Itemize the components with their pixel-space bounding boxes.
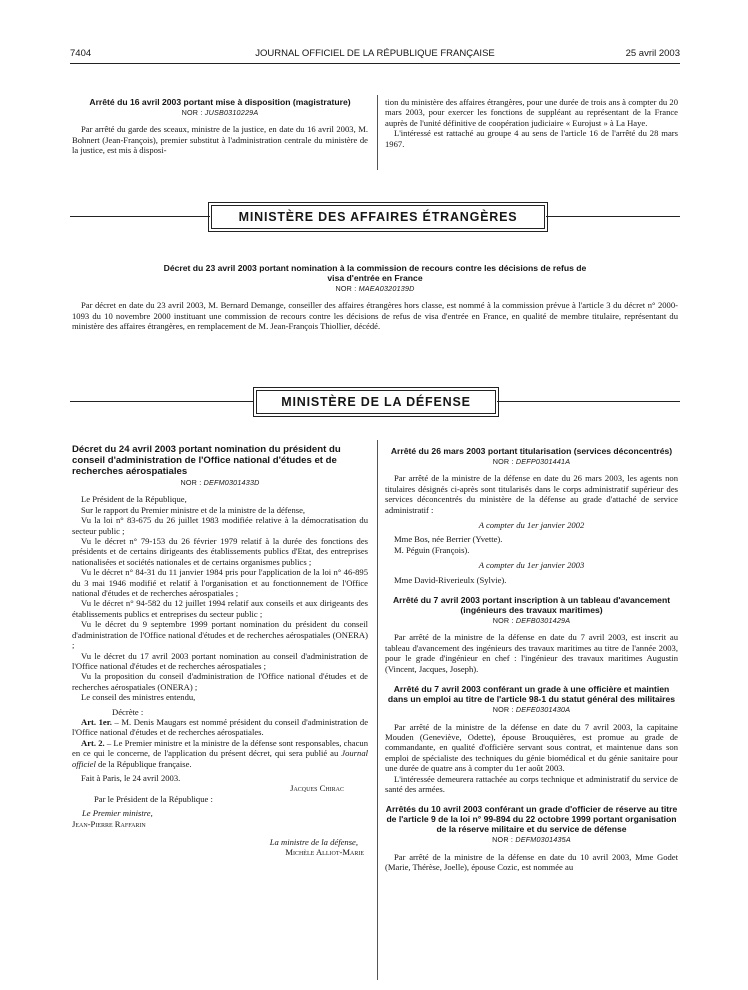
right-a2-title: Arrêté du 7 avril 2003 portant inscription à un tableau d'avancement (ingénieurs des travaux maritimes) xyxy=(392,595,671,616)
top-article-nor: NOR : JUSB0310229A xyxy=(181,108,259,117)
right-a3-nor: NOR : DEFE0301430A xyxy=(492,705,571,715)
fait-a-paris: Fait à Paris, le 24 avril 2003. xyxy=(81,772,181,783)
signature-president: Jacques Chirac xyxy=(290,783,344,794)
top-article-body-left: Par arrêté du garde des sceaux, ministre de la justice, en date du 16 avril 2003, M. Bohnert (Jean-François), premier substitut à l'administration centrale du ministère de la justice, est mis à disposi- xyxy=(72,124,368,156)
right-a3-title: Arrêté du 7 avril 2003 conférant un grade à une officière et maintien dans un emploi au titre de l'article 98-1 du statut général des militaires xyxy=(387,684,676,705)
decree-para-6: Vu le décret du 9 septembre 1999 portant nomination du président du conseil d'administration de l'Office national d'études et de recherches aérospatiales (ONERA) ; xyxy=(72,619,368,651)
ae-article-title: Décret du 23 avril 2003 portant nomination à la commission de recours contre les décisions de refus de visa d'entrée en France xyxy=(163,263,587,283)
top-article-title: Arrêté du 16 avril 2003 portant mise à disposition (magistrature) xyxy=(89,97,351,107)
left-decree-title: Décret du 24 avril 2003 portant nomination du président du conseil d'administration de l'Office national d'études et de recherches aérospatiales xyxy=(72,444,341,477)
decree-para-1: Sur le rapport du Premier ministre et de la ministre de la défense, xyxy=(81,504,306,515)
ministry-rule-left xyxy=(70,216,210,217)
article-1: Art. 1er. – M. Denis Maugars est nommé président du conseil d'administration de l'Office national d'études et de recherches aérospatiales. xyxy=(72,716,369,738)
top-article-body-right-2: L'intéressé est rattaché au groupe 4 au sens de l'article 16 de l'arrêté du 28 mars 1967. xyxy=(385,128,678,149)
left-decree xyxy=(72,444,368,858)
issue-date: 25 avril 2003 xyxy=(625,48,680,59)
article-2: Art. 2. – Le Premier ministre et la ministre de la défense sont responsables, chacun en ce qui le concerne, de l'application du présent décret, qui sera publié au Journal officiel de la République française. xyxy=(72,737,368,769)
top-article-body-right-1: tion du ministère des affaires étrangères, pour une durée de trois ans à compter du 20 mars 2003, pour exercer les fonctions de suppléant au représentant de la France auprès de l'unité définitive de coopération judiciaire « Eurojust » à La Haye. xyxy=(385,97,678,128)
right-a3-body: Par arrêté de la ministre de la défense en date du 7 avril 2003, la capitaine Mouden (Geneviève, Odette), épouse Brouquières, est promue au grade de commandante, en qualité d'officière servant sous contrat, et maintenue dans son emploi de spécialiste des techniques du génie biomédical et du génie sanitaire pour une durée de quatre ans à compter du 1er août 2003. xyxy=(385,721,678,774)
ministry-ae-label: MINISTÈRE DES AFFAIRES ÉTRANGÈRES xyxy=(211,205,545,229)
decree-para-0: Le Président de la République, xyxy=(81,494,187,505)
ministry-defense xyxy=(253,387,499,417)
ministry-def-label: MINISTÈRE DE LA DÉFENSE xyxy=(256,390,496,414)
right-a4-body: Par arrêté de la ministre de la défense en date du 10 avril 2003, Mme Godet (Marie, Thérèse, Joelle), épouse Cozic, est nommée au xyxy=(385,851,678,873)
column-divider-main xyxy=(377,440,378,980)
ministry-def-rule-right xyxy=(497,401,680,402)
decree-para-5: Vu le décret n° 94-582 du 12 juillet 1994 relatif aux conseils et aux dirigeants des établissements publics et entreprises du secteur public ; xyxy=(72,598,368,619)
decree-para-3: Vu le décret n° 79-153 du 26 février 1979 relatif à la durée des fonctions des présidents et de certains dirigeants des établissements publics d'Etat, des entreprises nationalisées et sociétés nationales et de certains organismes publics ; xyxy=(72,536,368,567)
top-article-left xyxy=(72,97,368,156)
decree-para-7: Vu le décret du 17 avril 2003 portant nomination au conseil d'administration de l'Office national d'études et de recherches aérospatiales ; xyxy=(72,650,368,671)
right-a1-sub1: A compter du 1er janvier 2002 xyxy=(478,520,585,531)
ministry-def-rule-left xyxy=(70,401,254,402)
left-decree-nor: NOR : DEFM0301433D xyxy=(180,478,260,487)
right-a1-name-2: Mme David-Riverieulx (Sylvie). xyxy=(394,574,507,585)
header-rule xyxy=(70,63,680,64)
ministry-rule-right xyxy=(546,216,680,217)
pm-name: Jean-Pierre Raffarin xyxy=(72,818,146,829)
right-column xyxy=(385,446,678,873)
right-a2-nor: NOR : DEFB0301429A xyxy=(492,616,571,626)
right-a1-nor: NOR : DEFP0301441A xyxy=(492,457,571,466)
running-header xyxy=(70,48,680,62)
top-article-right xyxy=(385,97,678,149)
page-number: 7404 xyxy=(70,48,92,59)
right-a4-title: Arrêtés du 10 avril 2003 conférant un grade d'officier de réserve au titre de l'article 9 de la loi n° 99-894 du 22 octobre 1999 portant organisation de la réserve militaire et du service de défense xyxy=(385,804,678,835)
minister-title: La ministre de la défense, xyxy=(269,837,358,847)
right-a1-body: Par arrêté de la ministre de la défense en date du 26 mars 2003, les agents non titulaires désignés ci-après sont titularisés dans le corps administratif supérieur des services déconcentrés du ministère de la défense au grade d'attaché de service administratif : xyxy=(385,473,678,515)
decree-para-9: Le conseil des ministres entendu, xyxy=(81,692,196,703)
pm-title: Le Premier ministre, xyxy=(82,808,153,819)
ae-article-nor: NOR : MAEA0320139D xyxy=(335,284,415,293)
right-a1-name-1: M. Péguin (François). xyxy=(394,544,470,555)
right-a4-nor: NOR : DEFM0301435A xyxy=(492,835,571,845)
ae-article-body: Par décret en date du 23 avril 2003, M. Bernard Demange, conseiller des affaires étrangères hors classe, est nommé à la commission prévue à l'article 3 du décret n° 2000-1093 du 10 novembre 2000 instituant une commission de recours contre les décisions de refus de visa d'entrée en France, en qualité de membre titulaire, représentant du ministère des affaires étrangères, en remplacement de M. Jean-François Thiollier, décédé. xyxy=(72,300,678,332)
par-le-president: Par le Président de la République : xyxy=(94,793,213,804)
decree-para-8: Vu la proposition du conseil d'administration de l'Office national d'études et de recherches aérospatiales (ONERA) ; xyxy=(72,671,368,692)
column-divider-top xyxy=(377,95,378,170)
ae-article xyxy=(72,263,678,332)
right-a1-name-0: Mme Bos, née Berrier (Yvette). xyxy=(394,534,503,545)
journal-title: JOURNAL OFFICIEL DE LA RÉPUBLIQUE FRANÇAISE xyxy=(255,48,495,59)
ministry-affaires-etrangeres xyxy=(208,202,548,232)
right-a3-body2: L'intéressée demeurera rattachée au corps technique et administratif du service de santé des armées. xyxy=(385,773,678,794)
decree-para-4: Vu le décret n° 84-31 du 11 janvier 1984 pris pour l'application de la loi n° 46-895 du 3 mai 1946 modifié et relatif à l'organisation et au fonctionnement de l'Office national d'études et de recherches aérospatiales ; xyxy=(72,567,368,599)
right-a1-sub2: A compter du 1er janvier 2003 xyxy=(478,560,585,571)
decrete: Décrète : xyxy=(112,706,144,717)
right-a2-body: Par arrêté de la ministre de la défense en date du 7 avril 2003, est inscrit au tableau d'avancement des ingénieurs des travaux maritimes au titre de l'année 2003, pour le grade d'ingénieur en chef : l'ingénieur des travaux maritimes Augustin (Vincent, Jacques, Joseph). xyxy=(385,632,678,674)
decree-para-2: Vu la loi n° 83-675 du 26 juillet 1983 modifiée relative à la démocratisation du secteur public ; xyxy=(72,515,368,536)
minister-name: Michèle Alliot-Marie xyxy=(285,847,364,858)
right-a1-title: Arrêté du 26 mars 2003 portant titularisation (services déconcentrés) xyxy=(390,446,673,456)
